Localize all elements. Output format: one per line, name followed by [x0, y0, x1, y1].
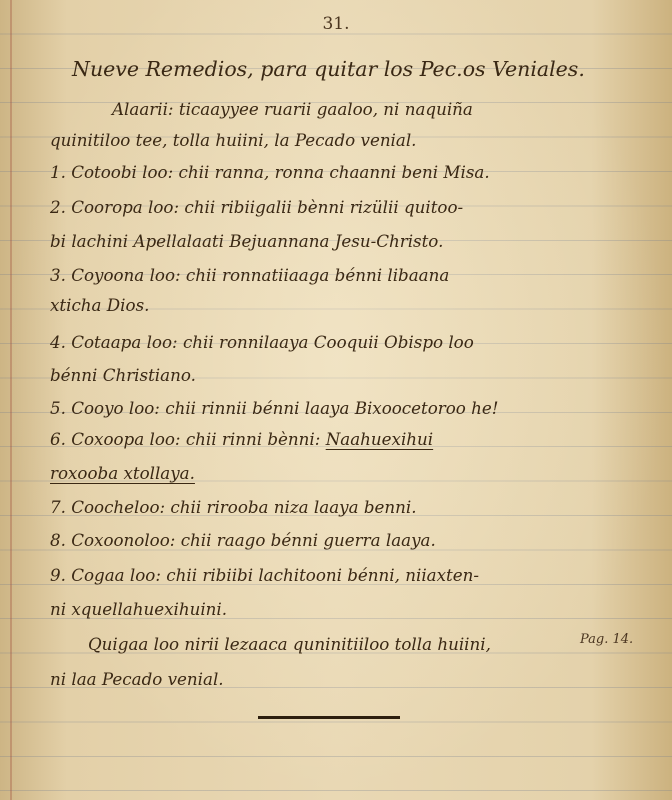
remedy-3: 3. Coyoona loo: chii ronnatiiaaga bénni libaana — [50, 265, 450, 285]
remedy-6-continued: roxooba xtollaya. — [50, 463, 195, 483]
closing-line-1: Quigaa loo nirii lezaaca quninitiiloo tolla huiini, — [88, 634, 491, 654]
remedy-9-continued: ni xquellahuexihuini. — [50, 599, 228, 619]
remedy-2: 2. Cooropa loo: chii ribiigalii bènni rizülii quitoo- — [50, 197, 464, 217]
closing-line-2: ni laa Pecado venial. — [50, 669, 224, 689]
remedy-5: 5. Cooyo loo: chii rinnii bénni laaya Bixoocetoroo he! — [50, 398, 499, 418]
remedy-6-underlined-word: Naahuexihui — [325, 429, 434, 449]
remedy-2-continued: bi lachini Apellalaati Bejuannana Jesu-Christo. — [50, 231, 444, 251]
margin-rule — [10, 0, 12, 800]
page-number: 31. — [322, 14, 350, 34]
remedy-4-continued: bénni Christiano. — [50, 365, 196, 385]
page-title: Nueve Remedios, para quitar los Pec.os Veniales. — [72, 57, 585, 81]
remedy-6 — [50, 426, 650, 452]
end-rule — [258, 716, 400, 719]
remedy-3-continued: xticha Dios. — [50, 295, 150, 315]
remedy-4: 4. Cotaapa loo: chii ronnilaaya Cooquii Obispo loo — [50, 332, 474, 352]
remedy-9: 9. Cogaa loo: chii ribiibi lachitooni bénni, niiaxten- — [50, 565, 480, 585]
remedy-1: 1. Cotoobi loo: chii ranna, ronna chaanni beni Misa. — [50, 162, 490, 182]
intro-line-2: quinitiloo tee, tolla huiini, la Pecado venial. — [50, 130, 417, 150]
remedy-6-text: 6. Coxoopa loo: chii rinni bènni: — [50, 429, 321, 449]
remedy-7: 7. Coocheloo: chii rirooba niza laaya benni. — [50, 497, 417, 517]
page-reference: Pag. 14. — [580, 632, 634, 647]
remedy-8: 8. Coxoonoloo: chii raago bénni guerra laaya. — [50, 530, 436, 550]
intro-line-1: Alaarii: ticaayyee ruarii gaaloo, ni naquiña — [112, 99, 473, 119]
